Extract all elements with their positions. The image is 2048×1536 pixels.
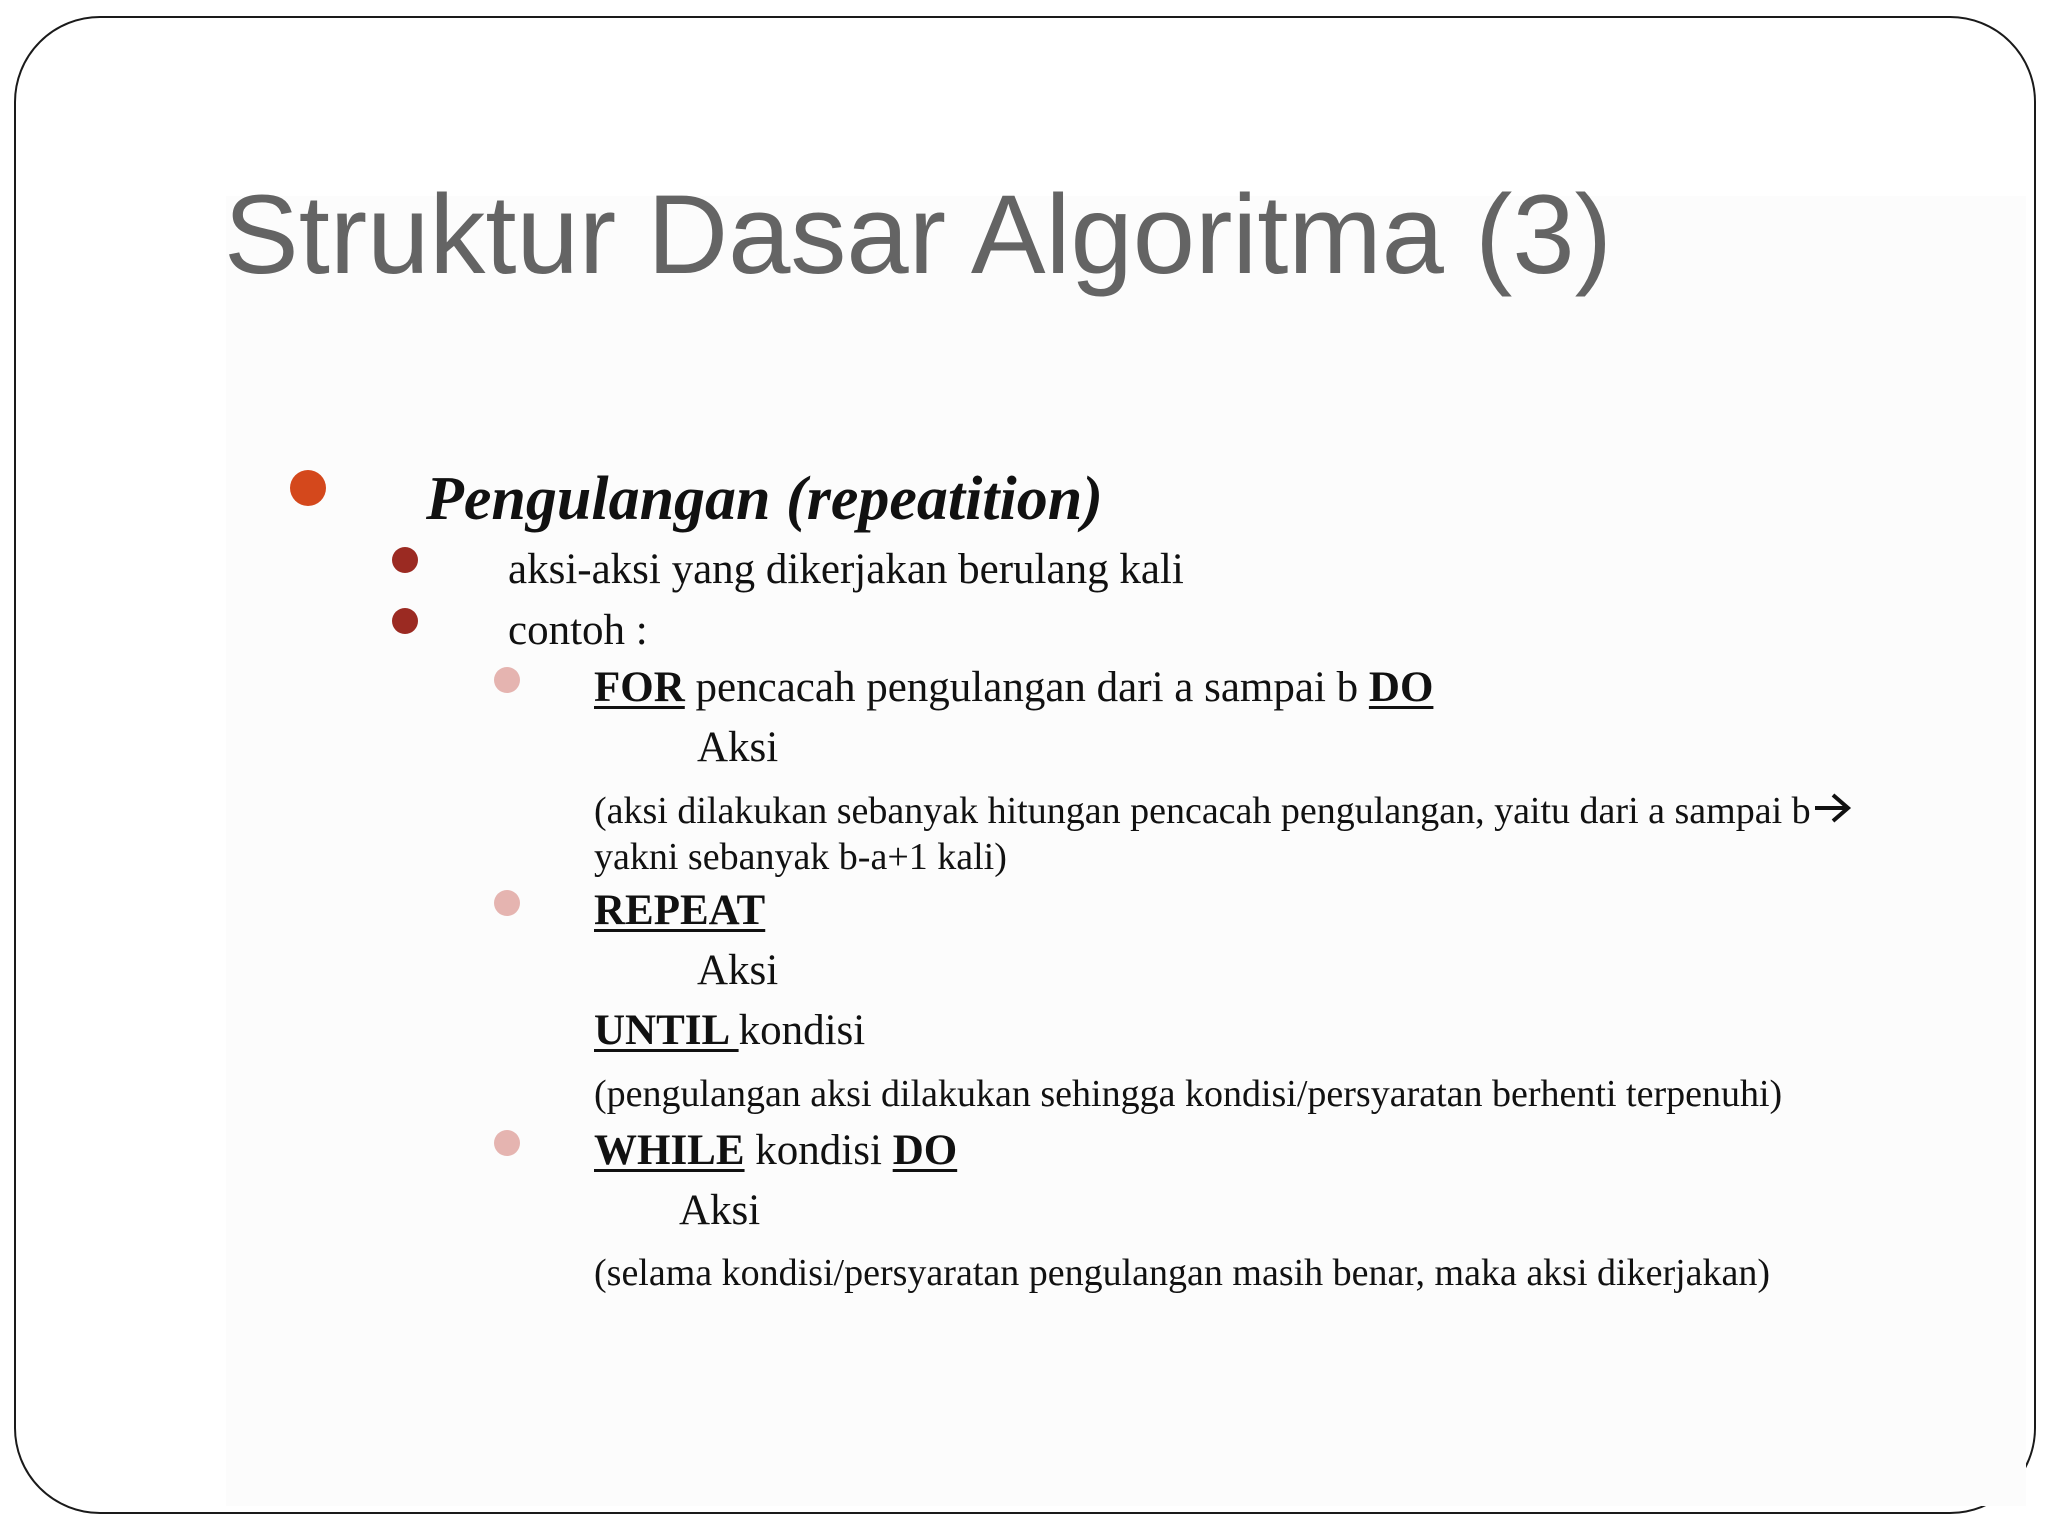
while-action: Aksi [679, 1187, 761, 1234]
repeat-statement [594, 885, 765, 937]
bullet-repetition-desc: aksi-aksi yang dikerjakan berulang kali [508, 546, 1184, 593]
for-statement [594, 662, 1433, 714]
for-action: Aksi [697, 724, 779, 771]
for-keyword: FOR [594, 664, 685, 711]
bullet-level2-icon [392, 608, 418, 634]
repeat-keyword: REPEAT [594, 887, 766, 934]
for-note-text: (aksi dilakukan sebanyak hitungan pencacah pengulangan, yaitu dari a sampai b [594, 790, 1811, 832]
until-statement [594, 1005, 865, 1057]
bullet-example-label: contoh : [508, 607, 648, 654]
until-keyword: UNTIL [594, 1007, 739, 1054]
for-note-line1 [594, 788, 1853, 834]
right-arrow-icon [1813, 791, 1853, 825]
section-heading: Pengulangan (repeatition) [426, 465, 1103, 533]
bullet-level2-icon [392, 547, 418, 573]
bullet-level3-icon [494, 667, 520, 693]
for-statement-text: pencacah pengulangan dari a sampai b [684, 664, 1369, 711]
repeat-note: (pengulangan aksi dilakukan sehingga kondisi/persyaratan berhenti terpenuhi) [594, 1073, 1783, 1115]
repeat-action: Aksi [697, 947, 779, 994]
bullet-level1-icon [290, 470, 326, 506]
bullet-level3-icon [494, 890, 520, 916]
while-keyword: WHILE [594, 1127, 745, 1174]
bullet-level3-icon [494, 1130, 520, 1156]
slide-title: Struktur Dasar Algoritma (3) [224, 172, 1612, 297]
do-keyword: DO [1368, 664, 1434, 711]
until-condition: kondisi [738, 1007, 866, 1054]
for-note-line2: yakni sebanyak b-a+1 kali) [594, 836, 1007, 878]
do-keyword: DO [892, 1127, 958, 1174]
while-note: (selama kondisi/persyaratan pengulangan masih benar, maka aksi dikerjakan) [594, 1252, 1771, 1294]
content-panel [226, 196, 2026, 1506]
while-statement-text: kondisi [744, 1127, 893, 1174]
while-statement [594, 1125, 957, 1177]
